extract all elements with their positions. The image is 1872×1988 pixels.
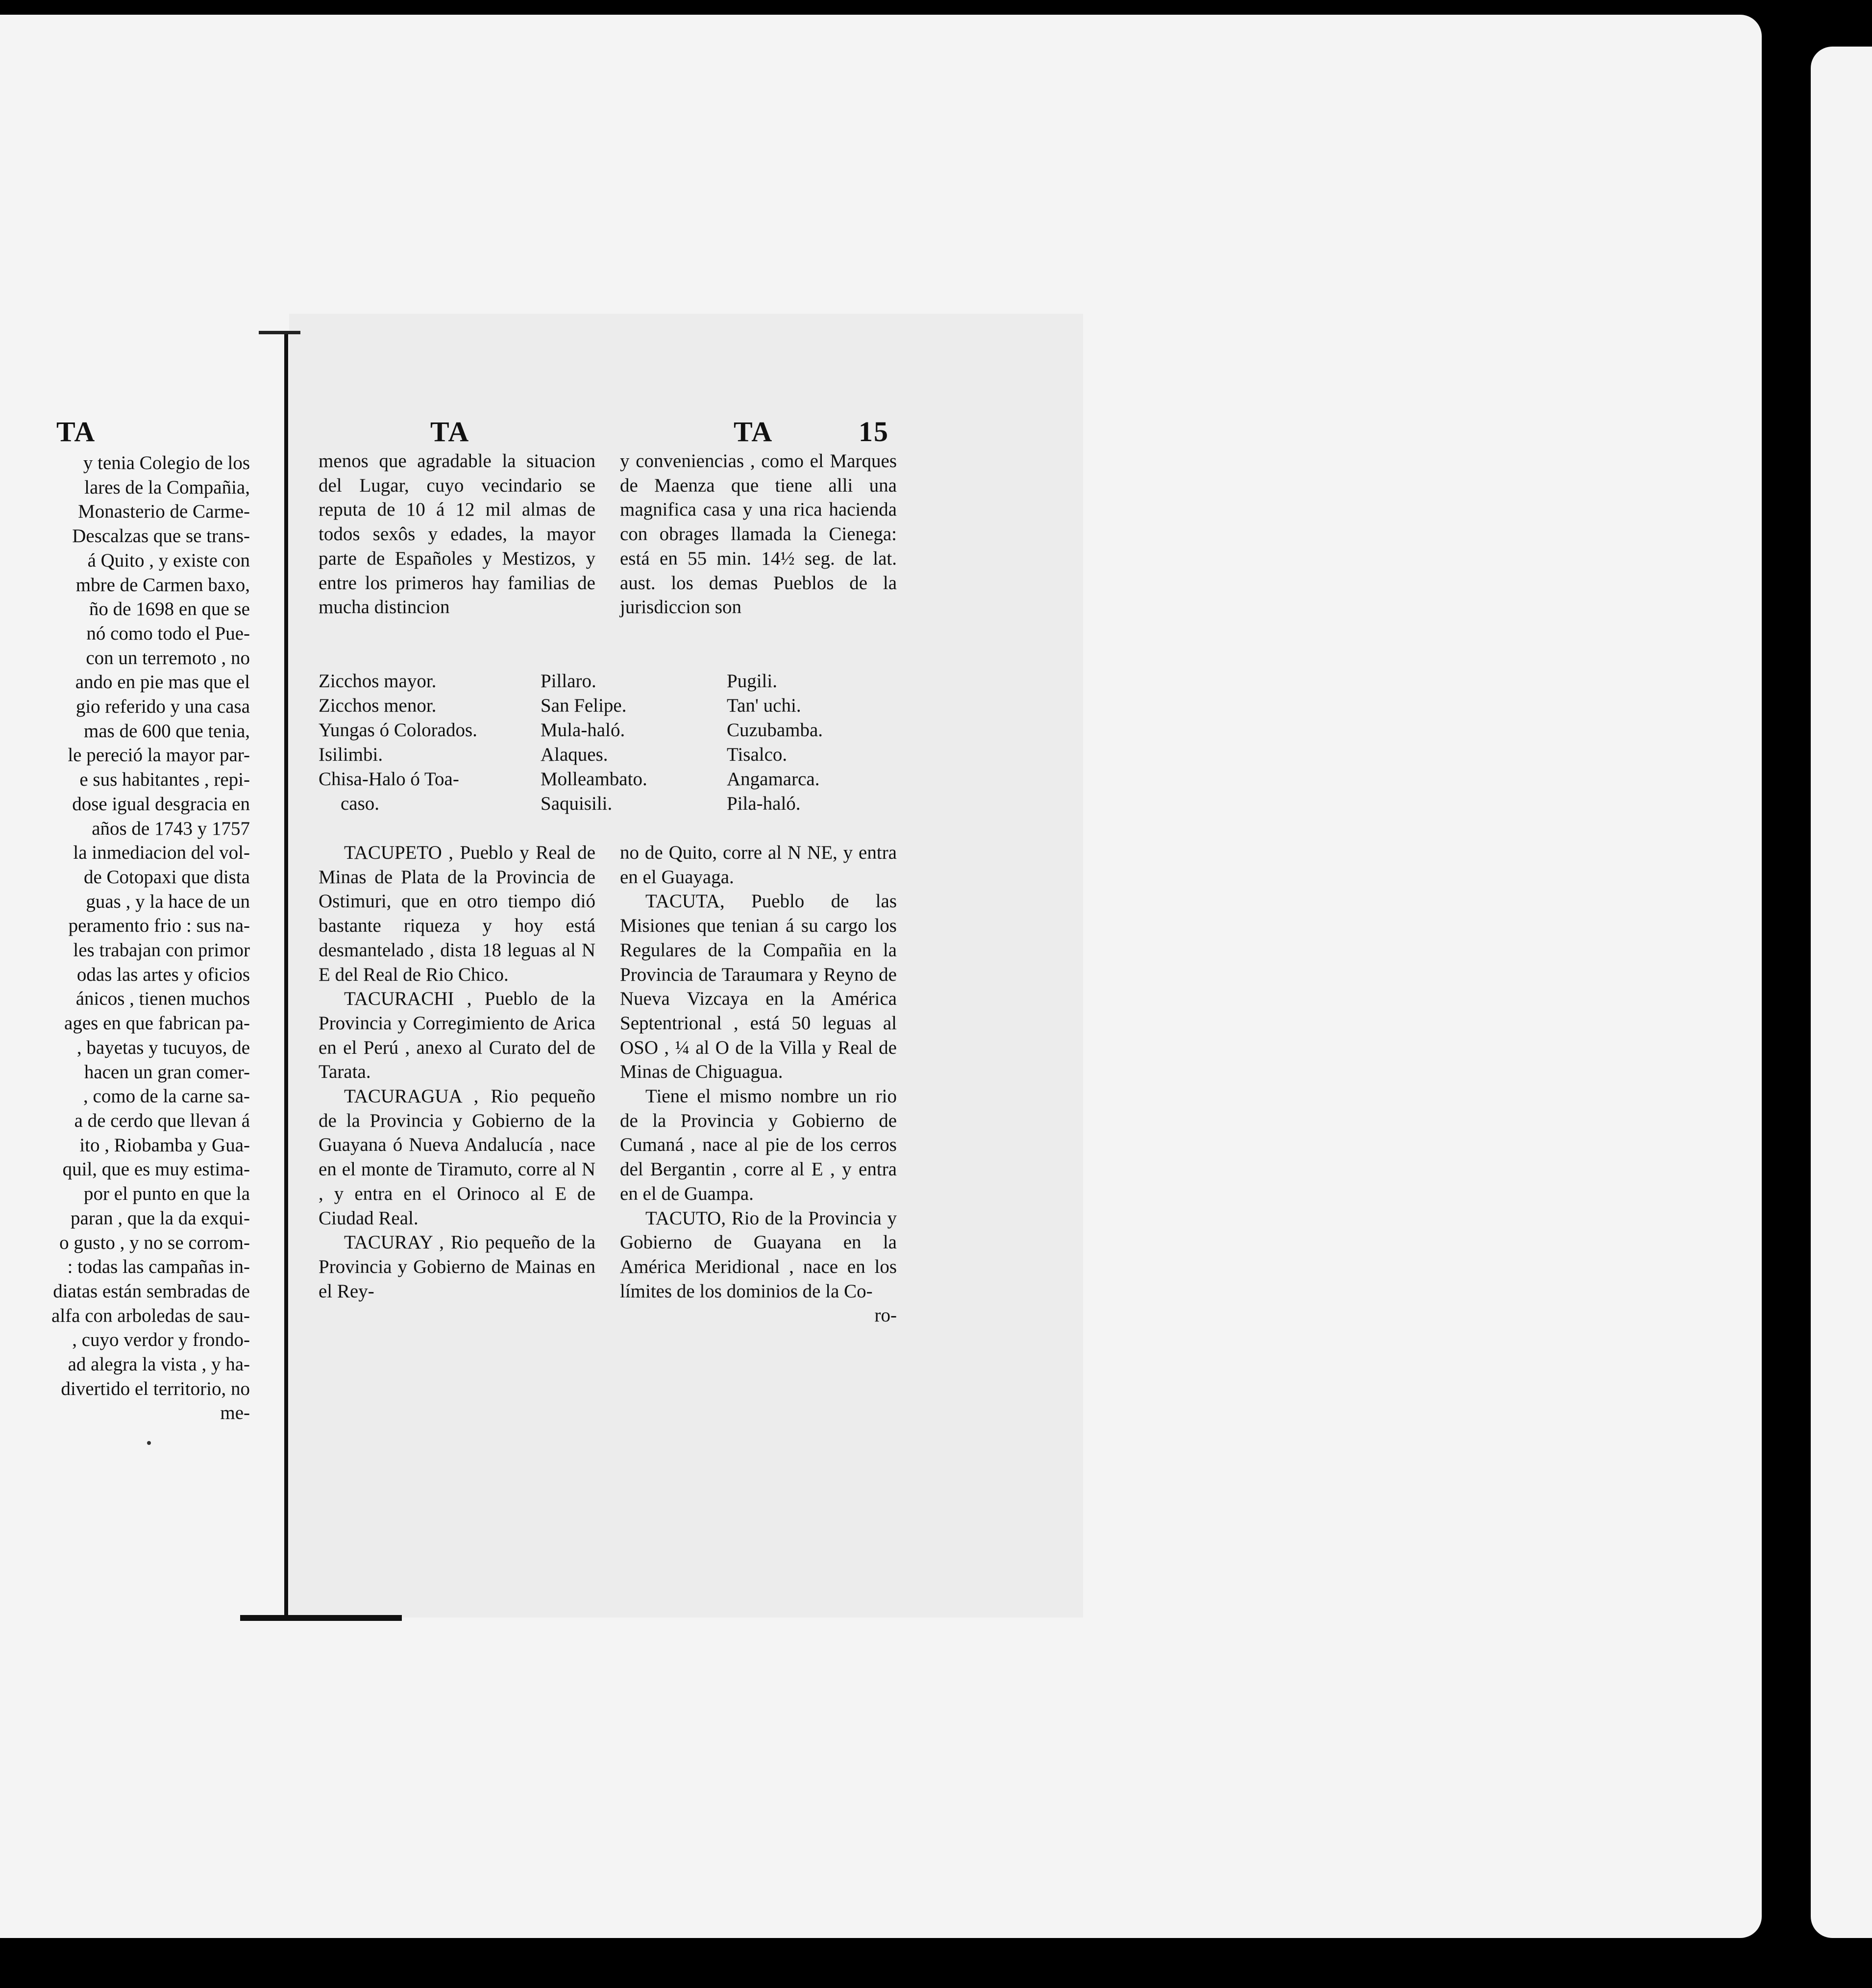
scanned-sheet (0, 15, 1762, 1938)
left-running-head: TA (56, 416, 96, 447)
left-line: lares de la Compañia, (84, 476, 250, 498)
left-line: le pereció la mayor par- (68, 745, 250, 766)
entry-tacuta-river: Tiene el mismo nombre un rio de la Provincia y Gobierno de Cumaná , nace al pie de los cerros del Bergantin , corre al E , y entra en el de Guampa. (620, 1086, 897, 1204)
left-line: ages en que fabrican pa- (64, 1013, 250, 1034)
adjacent-sheet-edge (1811, 47, 1872, 1938)
towns-column-3 (727, 669, 823, 816)
left-line: de Cotopaxi que dista (83, 866, 250, 888)
towns-column-2 (541, 669, 647, 816)
page-number: 15 (859, 416, 889, 447)
town-name: San Felipe. (541, 695, 627, 716)
town-name: Tan' uchi. (727, 695, 801, 716)
left-line: ño de 1698 en que se (89, 598, 250, 620)
left-line: peramento frio : sus na- (68, 915, 250, 937)
left-line: y tenia Colegio de los (83, 452, 250, 473)
left-line: la inmediacion del vol- (73, 842, 250, 864)
left-line: : todas las campañas in- (67, 1256, 250, 1278)
bottom-rule (240, 1615, 402, 1621)
left-line: Descalzas que se trans- (72, 525, 250, 547)
left-line: dose igual desgracia en (72, 793, 250, 815)
middle-column-top (319, 449, 595, 620)
town-name: Mula-haló. (541, 720, 625, 741)
left-line: gio referido y una casa (75, 696, 250, 718)
town-name: Chisa-Halo ó Toa- (319, 769, 459, 790)
left-line: o gusto , y no se corrom- (59, 1232, 250, 1253)
entry-tacuray-continued: no de Quito, corre al N NE, y entra en el Guayaga. (620, 842, 897, 888)
town-name: caso. (341, 793, 380, 814)
left-line: a de cerdo que llevan á (74, 1110, 250, 1131)
left-line: nó como todo el Pue- (86, 622, 250, 644)
town-name: Angamarca. (727, 769, 820, 790)
left-line: me- (220, 1402, 250, 1424)
left-line: , cuyo verdor y frondo- (72, 1329, 250, 1351)
entry-tacupeto: TACUPETO , Pueblo y Real de Minas de Plata de la Provincia de Ostimuri, que en otro tiempo dió bastante riqueza y hoy está desmantelado , dista 18 leguas al N E del Real de Rio Chico. (319, 842, 595, 985)
left-line: divertido el territorio, no (61, 1378, 250, 1399)
left-line: con un terremoto , no (86, 647, 250, 669)
middle-intro-paragraph: menos que agradable la situacion del Lugar, cuyo vecindario se reputa de 10 á 12 mil almas de todos sexôs y edades, la mayor parte de Españoles y Mestizos, y entre los primeros hay familias de mucha distincion (319, 450, 595, 618)
left-line: quil, que es muy estima- (62, 1159, 250, 1180)
town-name: Zicchos mayor. (319, 671, 437, 692)
left-line: , bayetas y tucuyos, de (76, 1037, 250, 1058)
right-column-top (620, 449, 897, 620)
film-border-top (0, 0, 1872, 15)
left-line: hacen un gran comer- (84, 1061, 250, 1083)
entry-tacuto: TACUTO, Rio de la Provincia y Gobierno de Guayana en la América Meridional , nace en los límites de los dominios de la Co- (620, 1207, 897, 1302)
ink-speck (147, 1441, 151, 1445)
left-line: paran , que la da exqui- (70, 1207, 250, 1229)
right-intro-paragraph: y conveniencias , como el Marques de Maenza que tiene alli una magnifica casa y una rica hacienda con obrages llamada la Cienega: está en 55 min. 14½ seg. de lat. aust. los demas Pueblos de la jurisdiccion son (620, 450, 897, 618)
left-line: ito , Riobamba y Gua- (79, 1134, 250, 1156)
town-name: Molleambato. (541, 769, 647, 790)
town-name: Alaques. (541, 744, 608, 765)
town-name: Cuzubamba. (727, 720, 823, 741)
left-line: mbre de Carmen baxo, (75, 574, 250, 596)
left-line: á Quito , y existe con (87, 549, 250, 571)
left-line: Monasterio de Carme- (78, 501, 250, 522)
center-running-head: TA (430, 416, 470, 447)
entry-tacurachi: TACURACHI , Pueblo de la Provincia y Corregimiento de Arica en el Perú , anexo al Curato del de Tarata. (319, 988, 595, 1083)
left-line: por el punto en que la (84, 1183, 250, 1205)
middle-column-entries (319, 841, 595, 1303)
left-line: diatas están sembradas de (53, 1280, 250, 1302)
gutter-rule (284, 334, 288, 1620)
town-name: Yungas ó Colorados. (319, 720, 477, 741)
entry-tacuragua: TACURAGUA , Rio pequeño de la Provincia y Gobierno de la Guayana ó Nueva Andalucía , nace en el monte de Tiramuto, corre al N , y entra en el Orinoco al E de Ciudad Real. (319, 1086, 595, 1229)
left-line: ánicos , tienen muchos (75, 988, 250, 1010)
catchword: ro- (874, 1305, 897, 1326)
town-name: Tisalco. (727, 744, 788, 765)
left-line: odas las artes y oficios (76, 964, 250, 985)
left-line: , como de la carne sa- (83, 1086, 250, 1107)
town-name: Pugili. (727, 671, 777, 692)
town-name: Pillaro. (541, 671, 596, 692)
town-name: Zicchos menor. (319, 695, 437, 716)
left-line: e sus habitantes , repi- (79, 769, 250, 791)
left-line: mas de 600 que tenia, (84, 720, 250, 742)
left-line: ad alegra la vista , y ha- (68, 1354, 250, 1375)
right-running-head: TA (734, 416, 773, 447)
town-name: Isilimbi. (319, 744, 383, 765)
entry-tacuray: TACURAY , Rio pequeño de la Provincia y Gobierno de Mainas en el Rey- (319, 1232, 595, 1302)
left-column (0, 451, 250, 1425)
left-line: guas , y la hace de un (86, 891, 250, 912)
right-column-entries (620, 841, 897, 1328)
entry-tacuta: TACUTA, Pueblo de las Misiones que tenian á su cargo los Regulares de la Compañia en la Provincia de Taraumara y Reyno de Nueva Vizcaya en la América Septentrional , está 50 leguas al OSO , ¼ al O de la Villa y Real de Minas de Chiguagua. (620, 891, 897, 1083)
left-line: les trabajan con primor (73, 940, 250, 961)
left-line: años de 1743 y 1757 (92, 818, 250, 839)
corner-tick (259, 331, 300, 334)
left-line: alfa con arboledas de sau- (51, 1305, 250, 1326)
towns-column-1 (319, 669, 477, 816)
town-name: Pila-haló. (727, 793, 801, 814)
left-line: ando en pie mas que el (75, 671, 250, 693)
town-name: Saquisili. (541, 793, 613, 814)
